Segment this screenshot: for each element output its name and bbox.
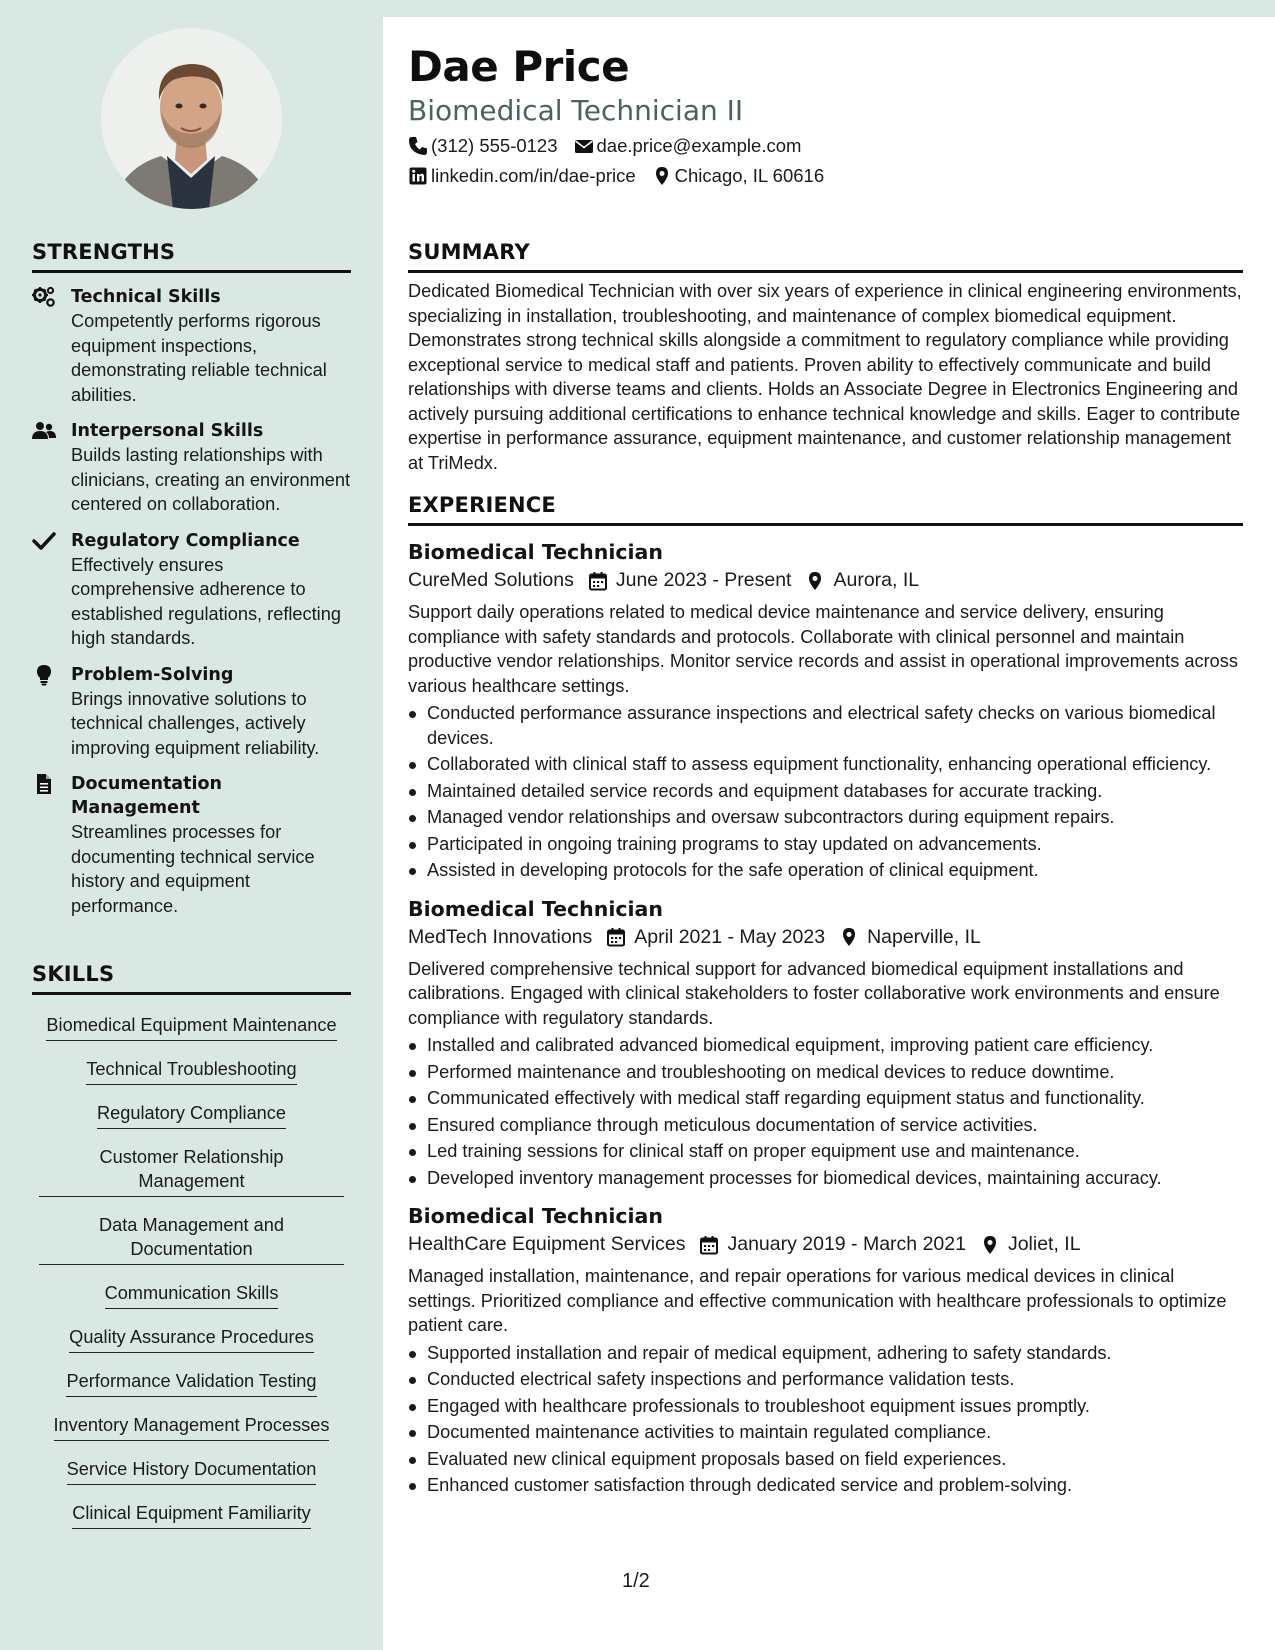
job-company: MedTech Innovations	[408, 925, 593, 948]
strength-title: Documentation Management	[71, 774, 222, 818]
bullet-item: Communicated effectively with medical staff regarding equipment status and functionality.	[408, 1086, 1243, 1111]
contact-row-2	[408, 165, 840, 187]
strength-desc: Builds lasting relationships with clinicians, creating an environment centered on collaboration.	[71, 445, 351, 514]
bullet-item: Enhanced customer satisfaction through dedicated service and problem-solving.	[408, 1473, 1243, 1498]
bullet-item: Developed inventory management processes for biomedical devices, maintaining accuracy.	[408, 1166, 1243, 1191]
linkedin-contact[interactable]	[408, 165, 636, 187]
experience-heading: EXPERIENCE	[408, 493, 1243, 526]
summary-heading: SUMMARY	[408, 240, 1243, 273]
main-content	[383, 17, 1275, 1650]
job-bullets	[408, 1033, 1243, 1190]
bullet-item: Engaged with healthcare professionals to troubleshoot equipment issues promptly.	[408, 1394, 1243, 1419]
skills-heading: SKILLS	[32, 962, 351, 995]
skills-list	[32, 995, 351, 1535]
bullet-item: Supported installation and repair of medical equipment, adhering to safety standards.	[408, 1341, 1243, 1366]
job-company: CureMed Solutions	[408, 569, 574, 591]
job-location: Naperville, IL	[867, 925, 981, 948]
job-meta	[408, 1233, 1243, 1256]
skill-item: Performance Validation Testing	[66, 1367, 316, 1397]
candidate-name: Dae Price	[408, 42, 630, 91]
strength-item	[32, 285, 351, 407]
job-entry	[408, 895, 1243, 1191]
strength-title: Interpersonal Skills	[71, 421, 264, 441]
job-dates: April 2021 - May 2023	[634, 925, 826, 948]
bullet-item: Participated in ongoing training programs to stay updated on advancements.	[408, 832, 1243, 857]
envelope-icon	[574, 136, 594, 156]
location-contact	[652, 165, 824, 187]
sidebar	[0, 0, 383, 1650]
bullet-item: Conducted electrical safety inspections and performance validation tests.	[408, 1367, 1243, 1392]
strength-item	[32, 529, 351, 651]
contact-row-1	[408, 135, 817, 157]
bullet-item: Evaluated new clinical equipment proposals based on field experiences.	[408, 1447, 1243, 1472]
skill-item: Service History Documentation	[67, 1455, 317, 1485]
strengths-heading: STRENGTHS	[32, 240, 351, 273]
bullet-item: Documented maintenance activities to maintain regulated compliance.	[408, 1420, 1243, 1445]
experience-section	[408, 493, 1243, 1500]
map-pin-icon	[839, 927, 859, 947]
bullet-item: Led training sessions for clinical staff on proper equipment use and maintenance.	[408, 1139, 1243, 1164]
job-role: Biomedical Technician	[408, 540, 663, 564]
job-role: Biomedical Technician	[408, 896, 663, 921]
job-bullets	[408, 701, 1243, 883]
job-dates: June 2023 - Present	[615, 569, 792, 591]
job-entry	[408, 1202, 1243, 1498]
job-desc: Delivered comprehensive technical support for advanced biomedical equipment installations and calibrations. Engaged with clinical stakeholders to foster collaborative work environments and ensure compliance with regulatory standards.	[408, 958, 1220, 1028]
job-location: Joliet, IL	[1007, 1233, 1081, 1255]
email-text[interactable]: dae.price@example.com	[596, 135, 802, 156]
skill-item: Technical Troubleshooting	[86, 1055, 296, 1085]
job-meta	[408, 926, 1243, 949]
job-entry	[408, 538, 1243, 883]
strengths-section	[32, 240, 351, 918]
lightbulb-icon	[32, 664, 56, 686]
strength-title: Regulatory Compliance	[71, 530, 300, 551]
skill-item: Data Management and Documentation	[39, 1211, 344, 1265]
bullet-item: Managed vendor relationships and oversaw subcontractors during equipment repairs.	[408, 805, 1243, 830]
strength-item	[32, 663, 351, 761]
profile-photo	[101, 28, 282, 209]
page-number: 1/2	[622, 1570, 650, 1592]
strength-desc: Brings innovative solutions to technical challenges, actively improving equipment reliability.	[71, 688, 320, 758]
bullet-item: Assisted in developing protocols for the safe operation of clinical equipment.	[408, 858, 1243, 883]
phone-icon	[408, 136, 428, 156]
linkedin-icon	[408, 166, 428, 186]
job-dates: January 2019 - March 2021	[727, 1233, 966, 1255]
strength-desc: Competently performs rigorous equipment inspections, demonstrating reliable technical abilities.	[71, 311, 327, 405]
phone-contact	[408, 135, 558, 157]
map-pin-icon	[980, 1235, 1000, 1255]
users-icon	[32, 420, 56, 442]
candidate-title: Biomedical Technician II	[408, 94, 744, 127]
bullet-item: Installed and calibrated advanced biomedical equipment, improving patient care efficiency.	[408, 1033, 1243, 1058]
bullet-item: Conducted performance assurance inspections and electrical safety checks on various biomedical devices.	[408, 701, 1243, 750]
skill-item: Biomedical Equipment Maintenance	[46, 1011, 336, 1041]
job-desc: Managed installation, maintenance, and repair operations for various medical devices in clinical settings. Prioritized compliance and effective communication with healthcare professionals to optimize patient care.	[408, 1266, 1227, 1335]
bullet-item: Performed maintenance and troubleshooting on medical devices to reduce downtime.	[408, 1060, 1243, 1085]
check-icon	[32, 530, 56, 552]
job-meta	[408, 569, 1243, 592]
skill-item: Communication Skills	[105, 1279, 279, 1309]
email-contact[interactable]	[574, 135, 802, 157]
skills-section	[32, 962, 351, 1535]
strength-desc: Streamlines processes for documenting technical service history and equipment performance.	[71, 822, 315, 916]
summary-text: Dedicated Biomedical Technician with over six years of experience in clinical engineering environments, specializing in installation, troubleshooting, and maintenance of complex biomedical equipment. Demonstrates strong technical skills alongside a commitment to regulatory compliance while providing exceptional service to medical staff and patients. Proven ability to effectively communicate and build relationships with diverse teams and clients. Holds an Associate Degree in Electronics Engineering and actively pursuing additional certifications to enhance technical knowledge and skills. Eager to contribute expertise in performance assurance, equipment maintenance, and customer relationship management at TriMedx.	[408, 281, 1242, 473]
job-desc: Support daily operations related to medical device maintenance and service delivery, ensuring compliance with safety standards and protocols. Collaborate with clinical personnel and maintain productive vendor relationships. Monitor service records and assist in operational improvements across various healthcare settings.	[408, 602, 1238, 696]
phone-text: (312) 555-0123	[431, 135, 558, 156]
calendar-icon	[699, 1235, 719, 1255]
document-icon	[32, 773, 56, 795]
location-text: Chicago, IL 60616	[674, 165, 825, 186]
strength-title: Technical Skills	[71, 287, 221, 307]
strength-item	[32, 772, 351, 918]
summary-section	[408, 240, 1243, 475]
strength-title: Problem-Solving	[71, 664, 234, 685]
bullet-item: Ensured compliance through meticulous documentation of service activities.	[408, 1113, 1243, 1138]
strength-item	[32, 419, 351, 517]
bullet-item: Maintained detailed service records and equipment databases for accurate tracking.	[408, 779, 1243, 804]
job-bullets	[408, 1341, 1243, 1498]
bullet-item: Collaborated with clinical staff to assess equipment functionality, enhancing operational efficiency.	[408, 752, 1243, 777]
gears-icon	[32, 286, 56, 308]
linkedin-text[interactable]: linkedin.com/in/dae-price	[431, 165, 636, 186]
job-company: HealthCare Equipment Services	[408, 1233, 686, 1255]
calendar-icon	[606, 927, 626, 947]
skill-item: Inventory Management Processes	[54, 1411, 330, 1441]
map-pin-icon	[805, 571, 825, 591]
map-pin-icon	[652, 166, 672, 186]
job-role: Biomedical Technician	[408, 1204, 663, 1228]
skill-item: Regulatory Compliance	[97, 1099, 286, 1129]
skill-item: Customer Relationship Management	[39, 1143, 344, 1197]
calendar-icon	[588, 571, 608, 591]
job-location: Aurora, IL	[833, 569, 920, 591]
skill-item: Clinical Equipment Familiarity	[72, 1499, 311, 1529]
strength-desc: Effectively ensures comprehensive adherence to established regulations, reflecting high standards.	[71, 554, 341, 648]
skill-item: Quality Assurance Procedures	[69, 1323, 314, 1353]
